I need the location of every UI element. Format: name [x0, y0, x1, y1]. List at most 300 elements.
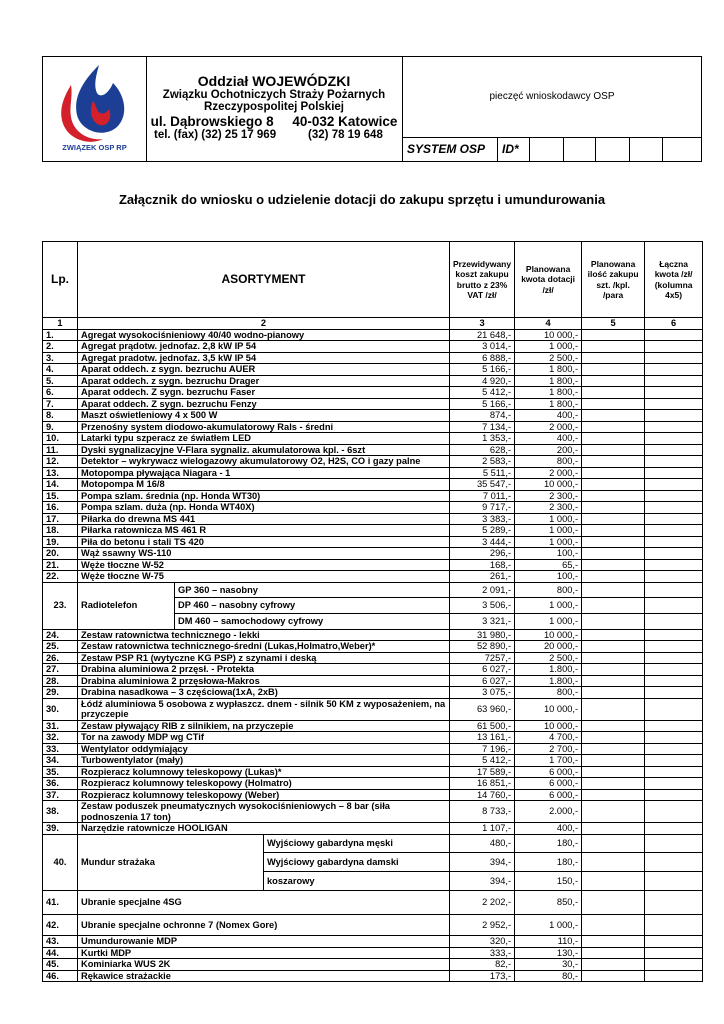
row-lp: 3.	[43, 352, 78, 364]
row-quantity-input[interactable]	[582, 398, 645, 410]
row-item-name: Tor na zawody MDP wg CTif	[78, 732, 450, 744]
row-total-input[interactable]	[645, 766, 703, 778]
row-cost: 21 648,-	[450, 329, 515, 341]
row-total-input[interactable]	[645, 513, 703, 525]
row-grant: 2 500,-	[515, 652, 582, 664]
table-row	[43, 687, 703, 699]
row-cost: 1 353,-	[450, 433, 515, 445]
row-grant: 2 300,-	[515, 502, 582, 514]
header-lp: Lp.	[43, 242, 78, 318]
row-total-input[interactable]	[645, 502, 703, 514]
table-row	[43, 959, 703, 971]
id-box[interactable]	[530, 138, 564, 162]
row-total-input[interactable]	[645, 456, 703, 468]
row-item-name: Motopompa pływająca Niagara - 1	[78, 467, 450, 479]
table-row	[43, 490, 703, 502]
row-lp: 33.	[43, 743, 78, 755]
row-item-name: Agregat pradotw. jednofaz. 3,5 kW IP 54	[78, 352, 450, 364]
row-lp: 28.	[43, 675, 78, 687]
row-cost: 5 412,-	[450, 387, 515, 399]
row-total-input[interactable]	[645, 698, 703, 720]
row-cost: 14 760,-	[450, 789, 515, 801]
row-lp: 30.	[43, 698, 78, 720]
row-total-input[interactable]	[645, 675, 703, 687]
row-cost: 394,-	[450, 853, 515, 872]
row-total-input[interactable]	[645, 387, 703, 399]
row-quantity-input[interactable]	[582, 698, 645, 720]
row-quantity-input[interactable]	[582, 613, 645, 629]
row-quantity-input[interactable]	[582, 479, 645, 491]
row-lp: 23.	[43, 582, 78, 629]
row-cost: 8 733,-	[450, 801, 515, 823]
row-sub-item-name: DP 460 – nasobny cyfrowy	[175, 598, 450, 614]
row-cost: 874,-	[450, 410, 515, 422]
table-row	[43, 536, 703, 548]
row-total-input[interactable]	[645, 652, 703, 664]
row-quantity-input[interactable]	[582, 936, 645, 948]
row-grant: 400,-	[515, 823, 582, 835]
table-row	[43, 801, 703, 823]
table-row	[43, 675, 703, 687]
row-lp: 7.	[43, 398, 78, 410]
row-cost: 61 500,-	[450, 720, 515, 732]
row-lp: 5.	[43, 375, 78, 387]
row-item-name: Łódź aluminiowa 5 osobowa z wypłaszcz. dnem - silnik 50 KM z wyposażeniem, na przyczepie	[78, 698, 450, 720]
row-lp: 34.	[43, 755, 78, 767]
row-grant: 200,-	[515, 444, 582, 456]
table-row	[43, 559, 703, 571]
row-grant: 10 000,-	[515, 720, 582, 732]
row-total-input[interactable]	[645, 598, 703, 614]
row-lp: 37.	[43, 789, 78, 801]
row-item-name: Umundurowanie MDP	[78, 936, 450, 948]
row-lp: 27.	[43, 664, 78, 676]
row-cost: 52 890,-	[450, 641, 515, 653]
table-row	[43, 421, 703, 433]
table-row	[43, 352, 703, 364]
row-grant: 800,-	[515, 582, 582, 598]
row-total-input[interactable]	[645, 490, 703, 502]
row-lp: 41.	[43, 890, 78, 914]
table-row	[43, 743, 703, 755]
row-lp: 15.	[43, 490, 78, 502]
row-quantity-input[interactable]	[582, 801, 645, 823]
table-row	[43, 789, 703, 801]
row-total-input[interactable]	[645, 778, 703, 790]
row-item-name: Wąż ssawny WS-110	[78, 548, 450, 560]
row-total-input[interactable]	[645, 444, 703, 456]
table-row	[43, 582, 703, 598]
row-item-name: Przenośny system diodowo-akumulatorowy Rals - średni	[78, 421, 450, 433]
table-row	[43, 387, 703, 399]
row-cost: 7 134,-	[450, 421, 515, 433]
row-quantity-input[interactable]	[582, 571, 645, 583]
row-lp: 19.	[43, 536, 78, 548]
row-total-input[interactable]	[645, 571, 703, 583]
row-quantity-input[interactable]	[582, 341, 645, 353]
row-quantity-input[interactable]	[582, 629, 645, 641]
row-grant: 80,-	[515, 970, 582, 982]
row-quantity-input[interactable]	[582, 559, 645, 571]
header-total: Łączna kwota /zł/ (kolumna 4x5)	[645, 242, 703, 318]
row-total-input[interactable]	[645, 641, 703, 653]
id-box[interactable]	[596, 138, 630, 162]
column-number-row	[43, 318, 703, 330]
row-item-name: Detektor – wykrywacz wielogazowy akumulatorowy O2, H2S, CO i gazy palne	[78, 456, 450, 468]
row-quantity-input[interactable]	[582, 582, 645, 598]
row-cost: 3 014,-	[450, 341, 515, 353]
row-item-name: Rozpieracz kolumnowy teleskopowy (Weber)	[78, 789, 450, 801]
table-row	[43, 914, 703, 936]
row-item-name: Agregat wysokociśnieniowy 40/40 wodno-pianowy	[78, 329, 450, 341]
table-row	[43, 364, 703, 376]
row-quantity-input[interactable]	[582, 548, 645, 560]
colnum: 4	[515, 318, 582, 330]
row-lp: 29.	[43, 687, 78, 699]
row-lp: 11.	[43, 444, 78, 456]
table-row	[43, 755, 703, 767]
row-quantity-input[interactable]	[582, 467, 645, 479]
row-quantity-input[interactable]	[582, 490, 645, 502]
row-grant: 800,-	[515, 687, 582, 699]
row-total-input[interactable]	[645, 433, 703, 445]
id-box[interactable]	[630, 138, 663, 162]
row-quantity-input[interactable]	[582, 352, 645, 364]
row-quantity-input[interactable]	[582, 410, 645, 422]
row-total-input[interactable]	[645, 582, 703, 598]
header-grant: Planowana kwota dotacji /zł/	[515, 242, 582, 318]
table-row	[43, 398, 703, 410]
row-cost: 31 980,-	[450, 629, 515, 641]
row-quantity-input[interactable]	[582, 823, 645, 835]
table-row	[43, 823, 703, 835]
row-total-input[interactable]	[645, 467, 703, 479]
row-grant: 2 300,-	[515, 490, 582, 502]
row-cost: 3 444,-	[450, 536, 515, 548]
row-quantity-input[interactable]	[582, 444, 645, 456]
system-label: SYSTEM OSP	[402, 138, 498, 162]
row-item-name: Dyski sygnalizacyjne V-Flara sygnaliz. akumulatorowa kpl. - 6szt	[78, 444, 450, 456]
row-grant: 10 000,-	[515, 479, 582, 491]
org-address: ul. Dąbrowskiego 8 40-032 Katowice	[150, 114, 398, 129]
colnum: 1	[43, 318, 78, 330]
row-grant: 1 000,-	[515, 536, 582, 548]
row-grant: 180,-	[515, 853, 582, 872]
document-title: Załącznik do wniosku o udzielenie dotacji do zakupu sprzętu i umundurowania	[118, 192, 606, 207]
row-quantity-input[interactable]	[582, 364, 645, 376]
row-total-input[interactable]	[645, 732, 703, 744]
table-row	[43, 329, 703, 341]
row-cost: 296,-	[450, 548, 515, 560]
row-lp: 9.	[43, 421, 78, 433]
table-row	[43, 479, 703, 491]
table-row	[43, 410, 703, 422]
row-item-name: Zestaw pływający RIB z silnikiem, na przyczepie	[78, 720, 450, 732]
row-item-name: Węże tłoczne W-52	[78, 559, 450, 571]
row-lp: 35.	[43, 766, 78, 778]
row-lp: 25.	[43, 641, 78, 653]
org-name-line: Związku Ochotniczych Straży Pożarnych	[162, 89, 386, 101]
row-total-input[interactable]	[645, 664, 703, 676]
row-cost: 6 027,-	[450, 664, 515, 676]
row-item-name: Kominiarka WUS 2K	[78, 959, 450, 971]
row-quantity-input[interactable]	[582, 789, 645, 801]
table-row	[43, 548, 703, 560]
row-lp: 10.	[43, 433, 78, 445]
id-box[interactable]	[564, 138, 596, 162]
row-cost: 7257,-	[450, 652, 515, 664]
row-item-name: Rozpieracz kolumnowy teleskopowy (Lukas)*	[78, 766, 450, 778]
row-cost: 5 511,-	[450, 467, 515, 479]
table-row	[43, 766, 703, 778]
row-grant: 150,-	[515, 872, 582, 891]
row-cost: 320,-	[450, 936, 515, 948]
row-total-input[interactable]	[645, 410, 703, 422]
row-item-name: Narzędzie ratownicze HOOLIGAN	[78, 823, 450, 835]
row-quantity-input[interactable]	[582, 687, 645, 699]
row-quantity-input[interactable]	[582, 959, 645, 971]
row-quantity-input[interactable]	[582, 766, 645, 778]
row-grant: 1 000,-	[515, 341, 582, 353]
row-quantity-input[interactable]	[582, 675, 645, 687]
row-cost: 16 851,-	[450, 778, 515, 790]
row-quantity-input[interactable]	[582, 970, 645, 982]
row-total-input[interactable]	[645, 789, 703, 801]
row-total-input[interactable]	[645, 947, 703, 959]
row-grant: 10 000,-	[515, 329, 582, 341]
logo-cell	[43, 57, 147, 161]
table-row	[43, 433, 703, 445]
row-grant: 1 800,-	[515, 364, 582, 376]
row-grant: 1 800,-	[515, 387, 582, 399]
row-quantity-input[interactable]	[582, 914, 645, 936]
row-quantity-input[interactable]	[582, 834, 645, 853]
row-grant: 400,-	[515, 410, 582, 422]
row-lp: 31.	[43, 720, 78, 732]
row-item-name: Zestaw poduszek pneumatycznych wysokociśnieniowych – 8 bar (siła podnoszenia 17 ton)	[78, 801, 450, 823]
row-lp: 24.	[43, 629, 78, 641]
row-group-name: Radiotelefon	[78, 582, 175, 629]
row-grant: 20 000,-	[515, 641, 582, 653]
row-cost: 17 589,-	[450, 766, 515, 778]
row-grant: 130,-	[515, 947, 582, 959]
row-quantity-input[interactable]	[582, 872, 645, 891]
row-item-name: Zestaw ratownictwa technicznego-średni (Lukas,Holmatro,Weber)*	[78, 641, 450, 653]
row-grant: 30,-	[515, 959, 582, 971]
row-grant: 100,-	[515, 548, 582, 560]
table-row	[43, 947, 703, 959]
row-grant: 65,-	[515, 559, 582, 571]
row-item-name: Piła do betonu i stali TS 420	[78, 536, 450, 548]
row-total-input[interactable]	[645, 479, 703, 491]
row-total-input[interactable]	[645, 687, 703, 699]
table-row	[43, 720, 703, 732]
row-sub-item-name: DM 460 – samochodowy cyfrowy	[175, 613, 450, 629]
row-quantity-input[interactable]	[582, 732, 645, 744]
colnum: 2	[78, 318, 450, 330]
row-grant: 1 000,-	[515, 525, 582, 537]
row-total-input[interactable]	[645, 743, 703, 755]
table-row	[43, 467, 703, 479]
row-cost: 261,-	[450, 571, 515, 583]
row-total-input[interactable]	[645, 834, 703, 853]
stamp-label: pieczęć wnioskodawcy OSP	[489, 91, 615, 102]
table-row	[43, 890, 703, 914]
row-total-input[interactable]	[645, 536, 703, 548]
table-row	[43, 664, 703, 676]
row-lp: 46.	[43, 970, 78, 982]
row-grant: 850,-	[515, 890, 582, 914]
row-cost: 628,-	[450, 444, 515, 456]
row-item-name: Piłarka ratownicza MS 461 R	[78, 525, 450, 537]
colnum: 3	[450, 318, 515, 330]
row-lp: 44.	[43, 947, 78, 959]
table-row	[43, 936, 703, 948]
row-quantity-input[interactable]	[582, 853, 645, 872]
row-total-input[interactable]	[645, 525, 703, 537]
row-item-name: Aparat oddech. z sygn. bezruchu Drager	[78, 375, 450, 387]
row-quantity-input[interactable]	[582, 598, 645, 614]
row-total-input[interactable]	[645, 755, 703, 767]
row-cost: 82,-	[450, 959, 515, 971]
row-grant: 6 000,-	[515, 766, 582, 778]
table-row	[43, 513, 703, 525]
row-grant: 1 000,-	[515, 613, 582, 629]
row-total-input[interactable]	[645, 613, 703, 629]
row-total-input[interactable]	[645, 629, 703, 641]
table-row	[43, 641, 703, 653]
row-total-input[interactable]	[645, 341, 703, 353]
row-total-input[interactable]	[645, 352, 703, 364]
row-quantity-input[interactable]	[582, 421, 645, 433]
row-item-name: Ubranie specjalne ochronne 7 (Nomex Gore)	[78, 914, 450, 936]
table-row	[43, 525, 703, 537]
row-quantity-input[interactable]	[582, 329, 645, 341]
row-quantity-input[interactable]	[582, 502, 645, 514]
row-cost: 6 888,-	[450, 352, 515, 364]
row-group-name: Mundur strażaka	[78, 834, 264, 890]
row-total-input[interactable]	[645, 959, 703, 971]
row-grant: 1 800,-	[515, 375, 582, 387]
row-item-name: Aparat oddech. Z sygn. bezruchu Fenzy	[78, 398, 450, 410]
row-cost: 4 920,-	[450, 375, 515, 387]
row-quantity-input[interactable]	[582, 947, 645, 959]
colnum: 6	[645, 318, 703, 330]
row-total-input[interactable]	[645, 872, 703, 891]
system-id-row	[402, 137, 702, 162]
row-quantity-input[interactable]	[582, 525, 645, 537]
row-quantity-input[interactable]	[582, 890, 645, 914]
row-item-name: Maszt oświetleniowy 4 x 500 W	[78, 410, 450, 422]
equipment-table	[42, 241, 703, 982]
row-item-name: Zestaw PSP R1 (wytyczne KG PSP) z szynami i deską	[78, 652, 450, 664]
row-lp: 38.	[43, 801, 78, 823]
row-grant: 2 700,-	[515, 743, 582, 755]
row-quantity-input[interactable]	[582, 433, 645, 445]
row-grant: 6 000,-	[515, 789, 582, 801]
row-quantity-input[interactable]	[582, 664, 645, 676]
row-lp: 16.	[43, 502, 78, 514]
row-lp: 45.	[43, 959, 78, 971]
row-cost: 3 321,-	[450, 613, 515, 629]
row-quantity-input[interactable]	[582, 641, 645, 653]
row-lp: 40.	[43, 834, 78, 890]
row-grant: 1 000,-	[515, 914, 582, 936]
row-cost: 394,-	[450, 872, 515, 891]
row-total-input[interactable]	[645, 890, 703, 914]
row-quantity-input[interactable]	[582, 778, 645, 790]
row-quantity-input[interactable]	[582, 652, 645, 664]
row-total-input[interactable]	[645, 364, 703, 376]
table-row	[43, 456, 703, 468]
row-grant: 180,-	[515, 834, 582, 853]
row-total-input[interactable]	[645, 421, 703, 433]
row-item-name: Węże tłoczne W-75	[78, 571, 450, 583]
row-sub-item-name: Wyjściowy gabardyna męski	[264, 834, 450, 853]
row-cost: 1 107,-	[450, 823, 515, 835]
row-lp: 2.	[43, 341, 78, 353]
row-total-input[interactable]	[645, 329, 703, 341]
row-item-name: Drabina nasadkowa – 3 częściowa(1xA, 2xB)	[78, 687, 450, 699]
row-item-name: Wentylator oddymiający	[78, 743, 450, 755]
row-item-name: Latarki typu szperacz ze światłem LED	[78, 433, 450, 445]
row-total-input[interactable]	[645, 853, 703, 872]
row-quantity-input[interactable]	[582, 387, 645, 399]
row-grant: 1.800,-	[515, 675, 582, 687]
row-quantity-input[interactable]	[582, 375, 645, 387]
row-quantity-input[interactable]	[582, 720, 645, 732]
row-cost: 2 952,-	[450, 914, 515, 936]
colnum: 5	[582, 318, 645, 330]
id-label: ID*	[498, 138, 530, 162]
row-lp: 22.	[43, 571, 78, 583]
row-quantity-input[interactable]	[582, 536, 645, 548]
row-total-input[interactable]	[645, 936, 703, 948]
row-cost: 5 289,-	[450, 525, 515, 537]
row-total-input[interactable]	[645, 720, 703, 732]
row-quantity-input[interactable]	[582, 743, 645, 755]
row-lp: 26.	[43, 652, 78, 664]
org-phone: tel. (fax) (32) 25 17 969 (32) 78 19 648	[154, 129, 383, 141]
row-cost: 35 547,-	[450, 479, 515, 491]
row-total-input[interactable]	[645, 823, 703, 835]
header-cost: Przewidywany koszt zakupu brutto z 23% VAT /zł/	[450, 242, 515, 318]
row-cost: 173,-	[450, 970, 515, 982]
row-cost: 480,-	[450, 834, 515, 853]
row-total-input[interactable]	[645, 548, 703, 560]
row-quantity-input[interactable]	[582, 755, 645, 767]
row-grant: 2 000,-	[515, 467, 582, 479]
row-total-input[interactable]	[645, 914, 703, 936]
row-quantity-input[interactable]	[582, 456, 645, 468]
organization-block	[146, 57, 403, 161]
table-row	[43, 698, 703, 720]
row-total-input[interactable]	[645, 375, 703, 387]
row-grant: 2 500,-	[515, 352, 582, 364]
row-total-input[interactable]	[645, 559, 703, 571]
row-grant: 1 000,-	[515, 513, 582, 525]
row-cost: 2 583,-	[450, 456, 515, 468]
row-quantity-input[interactable]	[582, 513, 645, 525]
id-box[interactable]	[663, 138, 702, 162]
row-total-input[interactable]	[645, 970, 703, 982]
row-total-input[interactable]	[645, 398, 703, 410]
row-grant: 400,-	[515, 433, 582, 445]
row-item-name: Pompa szlam. średnia (np. Honda WT30)	[78, 490, 450, 502]
row-lp: 1.	[43, 329, 78, 341]
table-row	[43, 732, 703, 744]
row-total-input[interactable]	[645, 801, 703, 823]
